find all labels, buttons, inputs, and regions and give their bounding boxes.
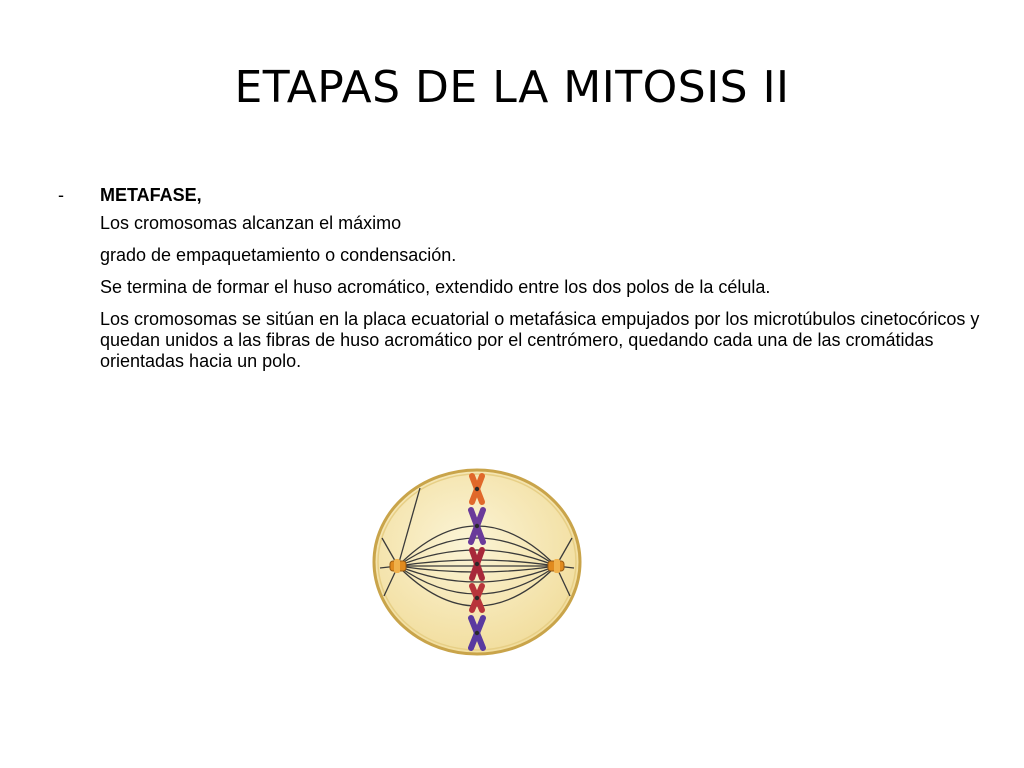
bullet-dash: - xyxy=(58,185,64,205)
slide-title: ETAPAS DE LA MITOSIS II xyxy=(234,62,790,113)
phase-heading: METAFASE, xyxy=(100,185,202,205)
body-line: grado de empaquetamiento o condensación. xyxy=(100,245,457,265)
metaphase-cell-illustration xyxy=(368,458,586,658)
slide-body xyxy=(58,185,988,372)
body-paragraph: Los cromosomas se sitúan en la placa ecuatorial o metafásica empujados por los microtúbulos cinetocóricos y quedan unidos a las fibras de huso acromático por el centrómero, quedando cada una de las cromátidas orientadas hacia un polo. xyxy=(100,309,980,371)
body-line: Los cromosomas alcanzan el máximo xyxy=(100,213,402,233)
bullet-item xyxy=(58,185,988,213)
body-line: Se termina de formar el huso acromático, extendido entre los dos polos de la célula. xyxy=(100,277,771,297)
metaphase-cell-icon xyxy=(368,458,586,658)
